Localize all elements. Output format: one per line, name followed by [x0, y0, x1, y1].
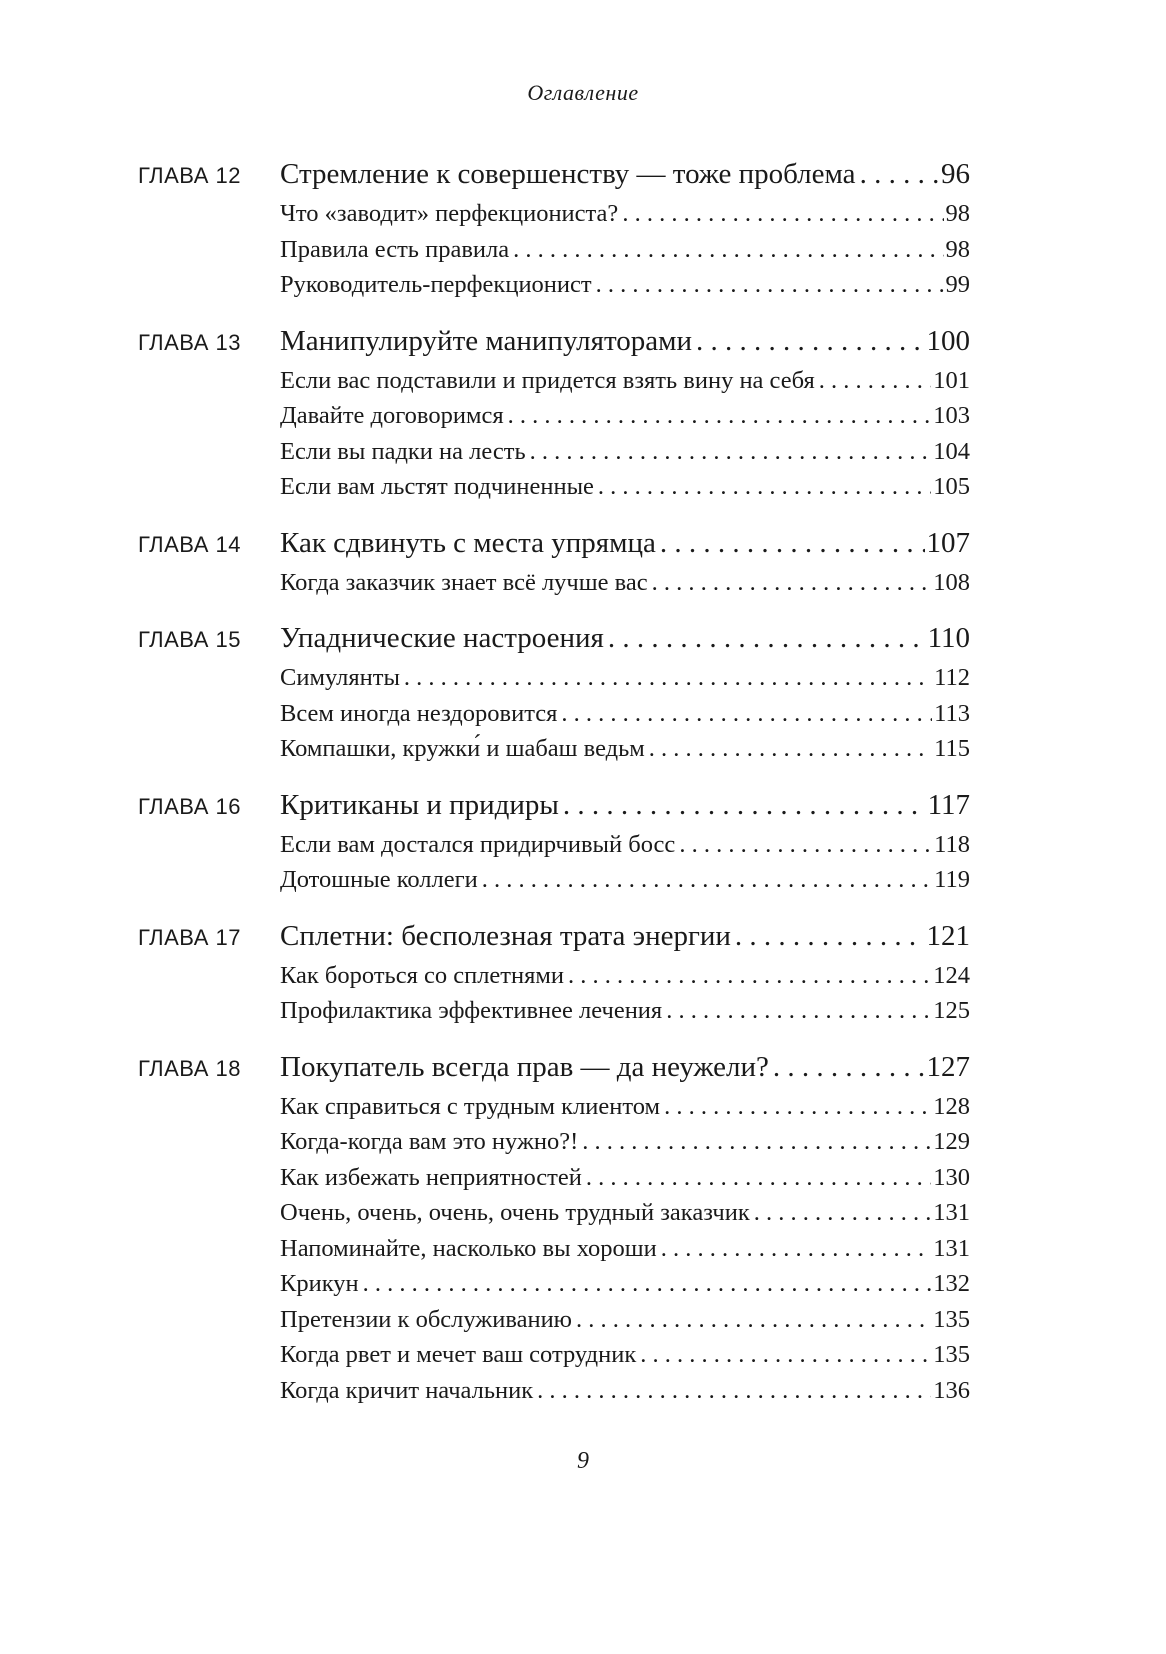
section-page-number: 119: [934, 866, 970, 893]
section-entry[interactable]: [138, 569, 970, 605]
section-line: [280, 664, 970, 692]
chapter-title: Покупатель всегда прав — да неужели?: [280, 1050, 769, 1083]
section-page-number: 135: [933, 1341, 970, 1368]
section-entry[interactable]: [138, 1306, 970, 1342]
dot-leader: [582, 1128, 931, 1156]
section-entry[interactable]: [138, 700, 970, 736]
dot-leader: [596, 271, 944, 299]
section-page-number: 103: [933, 402, 970, 429]
dot-leader: [598, 473, 931, 501]
chapter-page-number: 96: [941, 158, 970, 190]
section-page-number: 115: [934, 735, 970, 762]
section-line: [280, 735, 970, 763]
section-entry[interactable]: [138, 1341, 970, 1377]
section-title: Напоминайте, насколько вы хороши: [280, 1234, 657, 1262]
section-page-number: 131: [933, 1199, 970, 1226]
section-page-number: 105: [933, 473, 970, 500]
section-entry[interactable]: [138, 866, 970, 902]
chapter-label: ГЛАВА 12: [138, 163, 241, 188]
chapter-title: Манипулируйте манипуляторами: [280, 324, 693, 357]
section-line: [280, 1270, 970, 1298]
section-line: [280, 438, 970, 466]
section-line: [280, 962, 970, 990]
dot-leader: [754, 1199, 932, 1227]
dot-leader: [664, 1093, 931, 1121]
dot-leader: [563, 789, 926, 822]
section-line: [280, 402, 970, 430]
section-line: [280, 473, 970, 501]
dot-leader: [773, 1051, 925, 1084]
dot-leader: [735, 920, 925, 953]
section-title: Что «заводит» перфекциониста?: [280, 200, 619, 227]
section-line: [280, 1093, 970, 1121]
section-title: Если вам достался придирчивый босс: [280, 830, 676, 858]
dot-leader: [537, 1377, 931, 1405]
dot-leader: [819, 367, 932, 395]
chapter-entry[interactable]: [138, 158, 970, 200]
section-line: [280, 367, 970, 395]
section-title: Если вам льстят подчиненные: [280, 473, 594, 500]
chapter-label: ГЛАВА 15: [138, 627, 241, 652]
section-title: Когда кричит начальник: [280, 1376, 534, 1404]
section-line: [280, 1341, 970, 1369]
chapter-page-number: 100: [926, 324, 970, 357]
section-entry[interactable]: [138, 1235, 970, 1271]
section-page-number: 98: [945, 200, 970, 227]
section-entry[interactable]: [138, 831, 970, 867]
dot-leader: [696, 325, 924, 358]
section-page-number: 131: [933, 1234, 970, 1262]
section-entry[interactable]: [138, 1377, 970, 1413]
chapter-entry[interactable]: [138, 1051, 970, 1093]
section-entry[interactable]: [138, 473, 970, 509]
section-title: Крикун: [280, 1270, 359, 1297]
chapter-label: ГЛАВА 17: [138, 924, 241, 950]
section-title: Очень, очень, очень, очень трудный заказчик: [280, 1199, 750, 1226]
section-line: [280, 236, 970, 264]
toc-chapter: [138, 158, 970, 307]
section-line: [280, 866, 970, 894]
chapter-title: Критиканы и придиры: [280, 788, 559, 821]
dot-leader: [660, 527, 925, 560]
toc-chapter: [138, 527, 970, 605]
section-page-number: 124: [933, 961, 970, 989]
dot-leader: [652, 569, 932, 597]
toc-chapter: [138, 920, 970, 1033]
section-page-number: 112: [934, 664, 970, 691]
section-page-number: 118: [934, 830, 970, 858]
section-entry[interactable]: [138, 1164, 970, 1200]
section-page-number: 129: [933, 1128, 970, 1155]
chapter-label: ГЛАВА 13: [138, 329, 241, 355]
section-title: Как справиться с трудным клиентом: [280, 1092, 661, 1120]
section-page-number: 135: [933, 1305, 970, 1333]
section-entry[interactable]: [138, 664, 970, 700]
chapter-entry[interactable]: [138, 622, 970, 664]
chapter-line: [280, 920, 970, 953]
dot-leader: [608, 622, 926, 655]
section-entry[interactable]: [138, 735, 970, 771]
section-title: Когда заказчик знает всё лучше вас: [280, 568, 648, 596]
section-line: [280, 1164, 970, 1192]
section-title: Давайте договоримся: [280, 402, 504, 429]
section-line: [280, 831, 970, 859]
section-page-number: 132: [933, 1270, 970, 1297]
dot-leader: [622, 200, 943, 228]
dot-leader: [561, 700, 932, 728]
chapter-line: [280, 158, 970, 191]
section-entry[interactable]: [138, 402, 970, 438]
dot-leader: [513, 236, 943, 264]
table-of-contents: [138, 158, 970, 1430]
section-title: Когда рвет и мечет ваш сотрудник: [280, 1341, 637, 1368]
toc-chapter: [138, 325, 970, 509]
chapter-label: ГЛАВА 18: [138, 1055, 241, 1081]
chapter-entry[interactable]: [138, 325, 970, 367]
section-line: [280, 700, 970, 728]
section-page-number: 128: [933, 1092, 970, 1120]
dot-leader: [860, 158, 939, 191]
chapter-title: Стремление к совершенству — тоже проблема: [280, 158, 856, 190]
section-line: [280, 997, 970, 1025]
section-page-number: 101: [933, 366, 970, 394]
section-line: [280, 1235, 970, 1263]
section-entry[interactable]: [138, 367, 970, 403]
section-title: Когда-когда вам это нужно?!: [280, 1128, 579, 1155]
section-page-number: 113: [934, 699, 970, 727]
chapter-line: [280, 789, 970, 822]
chapter-title: Сплетни: бесполезная трата энергии: [280, 919, 731, 952]
chapter-line: [280, 527, 970, 560]
dot-leader: [666, 997, 931, 1025]
chapter-page-number: 117: [927, 788, 970, 821]
section-title: Как бороться со сплетнями: [280, 961, 564, 989]
section-title: Всем иногда нездоровится: [280, 699, 558, 727]
page-number: 9: [577, 1448, 589, 1474]
chapter-title: Как сдвинуть с места упрямца: [280, 526, 656, 559]
chapter-label: ГЛАВА 14: [138, 531, 241, 557]
section-title: Дотошные коллеги: [280, 866, 478, 893]
section-entry[interactable]: [138, 1199, 970, 1235]
section-page-number: 99: [945, 271, 970, 298]
toc-chapter: [138, 1051, 970, 1413]
section-entry[interactable]: [138, 997, 970, 1033]
section-line: [280, 569, 970, 597]
dot-leader: [568, 962, 931, 990]
section-entry[interactable]: [138, 1093, 970, 1129]
section-page-number: 130: [933, 1163, 970, 1191]
section-title: Руководитель-перфекционист: [280, 271, 592, 298]
section-entry[interactable]: [138, 1128, 970, 1164]
toc-chapter: [138, 789, 970, 902]
toc-chapter: [138, 622, 970, 771]
dot-leader: [640, 1341, 931, 1369]
section-entry[interactable]: [138, 1270, 970, 1306]
section-title: Правила есть правила: [280, 235, 510, 263]
chapter-entry[interactable]: [138, 789, 970, 831]
dot-leader: [508, 402, 932, 430]
dot-leader: [586, 1164, 931, 1192]
chapter-page-number: 107: [926, 526, 970, 559]
section-entry[interactable]: [138, 236, 970, 272]
dot-leader: [576, 1306, 931, 1334]
section-entry[interactable]: [138, 271, 970, 307]
chapter-page-number: 127: [926, 1050, 970, 1083]
chapter-title: Упаднические настроения: [280, 622, 604, 654]
section-line: [280, 271, 970, 299]
chapter-page-number: 121: [926, 919, 970, 952]
section-line: [280, 200, 970, 228]
section-page-number: 108: [933, 568, 970, 596]
section-entry[interactable]: [138, 438, 970, 474]
dot-leader: [679, 831, 932, 859]
section-line: [280, 1306, 970, 1334]
dot-leader: [404, 664, 932, 692]
section-title: Симулянты: [280, 664, 400, 691]
chapter-entry[interactable]: [138, 527, 970, 569]
dot-leader: [661, 1235, 931, 1263]
section-entry[interactable]: [138, 200, 970, 236]
section-title: Претензии к обслуживанию: [280, 1305, 572, 1333]
section-page-number: 125: [933, 997, 970, 1024]
dot-leader: [530, 438, 932, 466]
section-line: [280, 1377, 970, 1405]
section-page-number: 98: [945, 235, 970, 263]
dot-leader: [482, 866, 932, 894]
section-page-number: 104: [933, 437, 970, 465]
section-title: Если вас подставили и придется взять вину на себя: [280, 366, 815, 394]
dot-leader: [363, 1270, 932, 1298]
section-title: Компашки, кружки́ и шабаш ведьм: [280, 735, 645, 762]
chapter-line: [280, 1051, 970, 1084]
section-page-number: 136: [933, 1376, 970, 1404]
dot-leader: [649, 735, 932, 763]
section-line: [280, 1199, 970, 1227]
section-title: Если вы падки на лесть: [280, 437, 526, 465]
chapter-line: [280, 622, 970, 655]
running-head: Оглавление: [527, 80, 639, 105]
chapter-label: ГЛАВА 16: [138, 793, 241, 819]
chapter-entry[interactable]: [138, 920, 970, 962]
chapter-line: [280, 325, 970, 358]
chapter-page-number: 110: [927, 622, 970, 654]
section-title: Как избежать неприятностей: [280, 1163, 582, 1191]
section-title: Профилактика эффективнее лечения: [280, 997, 663, 1024]
section-line: [280, 1128, 970, 1156]
section-entry[interactable]: [138, 962, 970, 998]
